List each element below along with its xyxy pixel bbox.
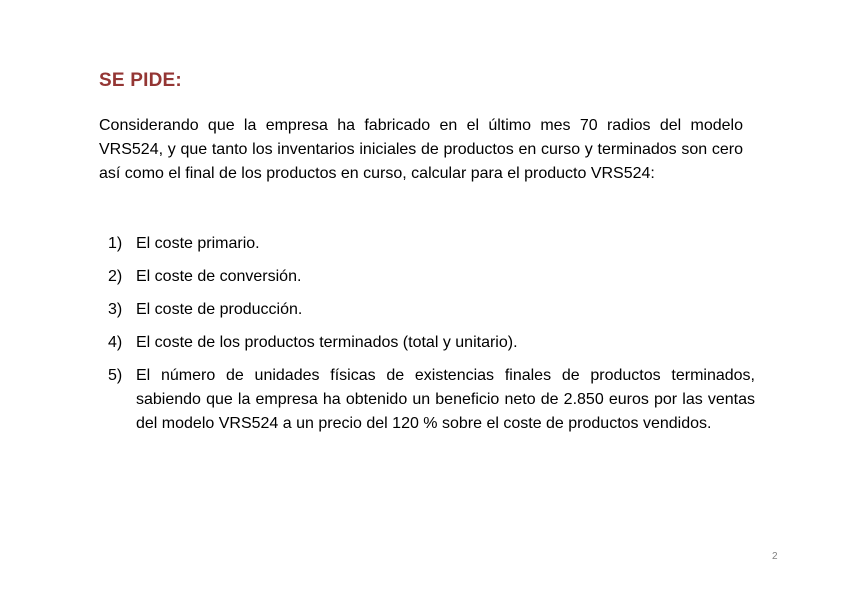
- task-item: [99, 265, 755, 289]
- task-number: 2): [108, 268, 123, 285]
- page-number: 2: [772, 551, 778, 562]
- task-item: [99, 331, 755, 355]
- task-text: El coste primario.: [136, 235, 260, 252]
- task-text: El coste de producción.: [136, 301, 303, 318]
- task-number: 4): [108, 334, 123, 351]
- task-item: [99, 364, 755, 436]
- task-text: El número de unidades físicas de existencias finales de productos terminados, sabiendo que la empresa ha obtenido un beneficio neto de 2.850 euros por las ventas del modelo VRS524 a un precio del 120 % sobre el coste de productos vendidos.: [136, 367, 755, 432]
- task-text: El coste de conversión.: [136, 268, 302, 285]
- task-text: El coste de los productos terminados (total y unitario).: [136, 334, 518, 351]
- task-item: [99, 232, 755, 256]
- task-list: [99, 232, 755, 445]
- task-item: [99, 298, 755, 322]
- intro-paragraph: Considerando que la empresa ha fabricado en el último mes 70 radios del modelo VRS524, y que tanto los inventarios iniciales de productos en curso y terminados son cero así como el final de los productos en curso, calcular para el producto VRS524:: [99, 117, 743, 182]
- task-number: 1): [108, 235, 123, 252]
- task-number: 3): [108, 301, 123, 318]
- slide-heading: SE PIDE:: [99, 70, 182, 91]
- task-number: 5): [108, 367, 123, 384]
